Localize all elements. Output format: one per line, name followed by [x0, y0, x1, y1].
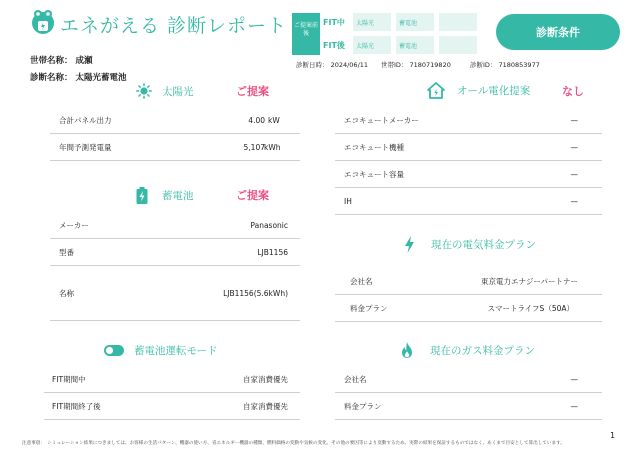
all-electric-title: オール電化提案 — [457, 84, 531, 97]
fit-tag: FIT中 — [323, 18, 345, 27]
disclaimer-note: 注意事項： シミュレーション結果につきましては、お客様の生活パターン、機器の使い方、省エネルギー機器の種類、燃料価格の変動や気候の変化、その他の要因等により変動するため、実際の結果を保証するものではなく、あくまで目安として算出しています。 — [22, 441, 565, 446]
row-unit: kWh — [264, 142, 281, 152]
row-label: 合計パネル出力 — [59, 115, 112, 125]
row-label: 名称 — [59, 288, 74, 298]
row-label: 年間予測発電量 — [59, 142, 112, 152]
row-unit: kW — [268, 115, 280, 125]
page-number: 1 — [610, 431, 616, 440]
fit-cell — [439, 36, 477, 54]
row-value: — — [570, 115, 578, 125]
row-label: エコキュートメーカー — [344, 115, 419, 125]
table-row — [335, 295, 602, 322]
table-row — [335, 268, 602, 295]
row-value: 4.00 — [248, 115, 265, 125]
toggle-icon — [104, 345, 124, 356]
row-label: メーカー — [59, 220, 89, 230]
table-row — [335, 366, 602, 393]
fit-cell: 太陽光 — [353, 13, 391, 31]
battery-proposal-label: ご提案 — [236, 189, 269, 202]
battery-proposal — [236, 186, 269, 204]
electric-plan-title: 現在の電気料金プラン — [431, 238, 536, 251]
row-value: — — [570, 401, 578, 411]
table-row — [335, 107, 602, 134]
solar-table — [50, 107, 300, 161]
row-value: 自家消費優先 — [243, 374, 288, 384]
row-value: Panasonic — [250, 220, 288, 230]
row-label: IH — [344, 196, 352, 206]
row-label: FIT期間中 — [52, 374, 86, 384]
row-label: 型番 — [59, 247, 74, 257]
app-title: エネがえる 診断レポート — [60, 15, 288, 37]
table-row — [335, 393, 602, 420]
household-id: 世帯ID： 7180719820 — [381, 61, 451, 69]
diagnosis-date: 診断日時： 2024/06/11 — [296, 61, 369, 69]
row-label: エコキュート機種 — [344, 142, 404, 152]
solar-proposal — [236, 82, 269, 100]
fit-side-label: ご提案前後 — [292, 13, 320, 55]
owner-name: 世帯名称： 成瀬 — [30, 56, 93, 66]
electric-plan-table — [335, 268, 602, 322]
row-value: 自家消費優先 — [243, 401, 288, 411]
battery-title: 蓄電池 — [162, 189, 194, 202]
fit-tag: FIT後 — [323, 41, 345, 50]
row-value: スマートライフS（50A） — [487, 303, 574, 313]
table-row — [50, 212, 300, 239]
house-icon — [427, 82, 445, 99]
diagnosis-name: 診断名称： 太陽光蓄電池 — [30, 73, 127, 83]
battery-mode-title: 蓄電池運転モード — [134, 344, 218, 357]
flame-icon — [401, 342, 413, 358]
fit-cell: 蓄電池 — [396, 13, 434, 31]
row-label: エコキュート容量 — [344, 169, 404, 179]
battery-mode-table — [44, 366, 300, 420]
battery-mode-section-header — [104, 341, 218, 359]
solar-title: 太陽光 — [162, 85, 194, 98]
fit-cell: 太陽光 — [353, 36, 391, 54]
row-value: 東京電力エナジーパートナー — [481, 276, 578, 286]
fit-cell: 蓄電池 — [396, 36, 434, 54]
gas-plan-section-header — [401, 341, 535, 359]
row-label: 料金プラン — [344, 401, 382, 411]
row-value: — — [570, 196, 578, 206]
row-value: LJB1156(5.6kWh) — [223, 288, 288, 298]
table-row — [50, 266, 300, 321]
row-value: LJB1156 — [257, 247, 288, 257]
table-row — [335, 188, 602, 215]
row-value: — — [570, 142, 578, 152]
table-row — [44, 366, 300, 393]
diagnosis-id: 診断ID： 7180853977 — [470, 61, 540, 69]
all-electric-proposal — [562, 82, 584, 100]
bolt-icon — [404, 236, 415, 253]
row-value: — — [570, 374, 578, 384]
table-row — [44, 393, 300, 420]
solar-proposal-label: ご提案 — [236, 85, 269, 98]
battery-section-header — [136, 186, 194, 204]
row-label: 会社名 — [350, 276, 373, 286]
all-electric-proposal-label: なし — [562, 85, 584, 98]
table-row — [50, 134, 300, 161]
battery-icon — [136, 187, 148, 204]
row-label: FIT期間終了後 — [52, 401, 101, 411]
row-label: 会社名 — [344, 374, 367, 384]
frog-logo-icon — [30, 9, 56, 35]
table-row — [335, 134, 602, 161]
table-row — [335, 161, 602, 188]
solar-section-header — [136, 82, 194, 100]
table-row — [50, 239, 300, 266]
electric-plan-section-header — [404, 235, 536, 253]
all-electric-table — [335, 107, 602, 215]
row-label: 料金プラン — [350, 303, 388, 313]
row-value: — — [570, 169, 578, 179]
fit-cell — [439, 13, 477, 31]
row-value: 5,107 — [243, 142, 265, 152]
all-electric-section-header — [427, 81, 530, 99]
table-row — [50, 107, 300, 134]
gas-plan-title: 現在のガス料金プラン — [430, 344, 535, 357]
sun-icon — [136, 83, 152, 99]
battery-table — [50, 212, 300, 321]
diagnosis-conditions-button[interactable]: 診断条件 — [496, 14, 620, 50]
fit-status-panel — [292, 13, 480, 55]
gas-plan-table — [335, 366, 602, 420]
